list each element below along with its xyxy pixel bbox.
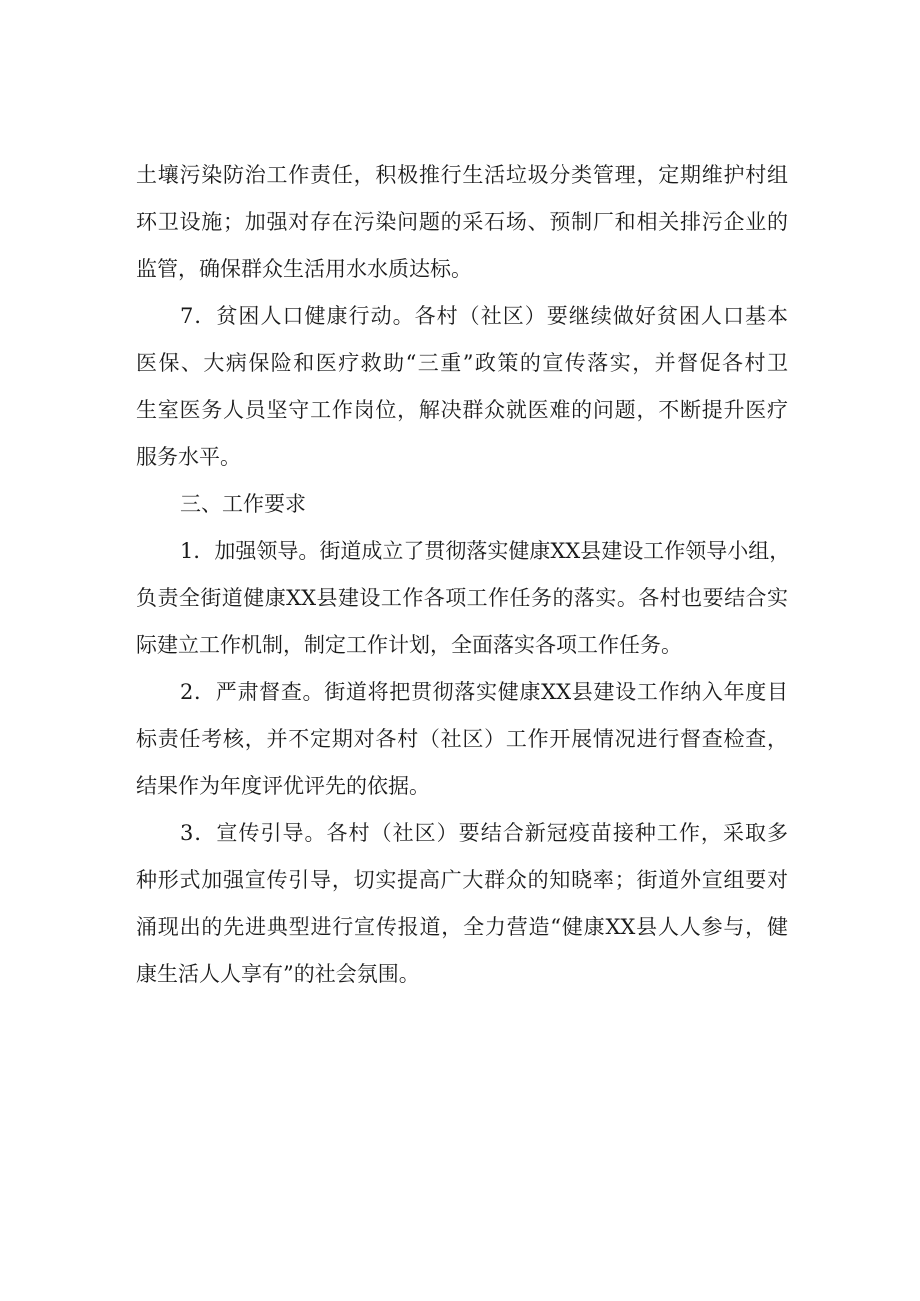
text-line: 生室医务人员坚守工作岗位，解决群众就医难的问题，不断提升医疗	[136, 398, 788, 422]
text-line: 结果作为年度评优评先的依据。	[136, 774, 430, 798]
text-line: 土壤污染防治工作责任，积极推行生活垃圾分类管理，定期维护村组	[136, 163, 788, 187]
paragraph-7-first-line: 7．贫困人口健康行动。各村（社区）要继续做好贫困人口基本	[180, 304, 788, 328]
paragraph-3-first-line: 3．宣传引导。各村（社区）要结合新冠疫苗接种工作，采取多	[180, 821, 788, 845]
text-line: 标责任考核，并不定期对各村（社区）工作开展情况进行督查检查，	[136, 727, 788, 751]
text-line: 际建立工作机制，制定工作计划，全面落实各项工作任务。	[136, 633, 682, 657]
section-heading: 三、工作要求	[180, 492, 306, 516]
text-line: 监管，确保群众生活用水水质达标。	[136, 257, 472, 281]
text-line: 负责全街道健康XX县建设工作各项工作任务的落实。各村也要结合实	[136, 586, 788, 610]
text-line: 康生活人人享有”的社会氛围。	[136, 962, 420, 986]
text-line: 服务水平。	[136, 445, 241, 469]
paragraph-1-first-line: 1．加强领导。街道成立了贯彻落实健康XX县建设工作领导小组，	[180, 539, 791, 563]
text-line: 环卫设施；加强对存在污染问题的采石场、预制厂和相关排污企业的	[136, 210, 788, 234]
paragraph-2-first-line: 2．严肃督查。街道将把贯彻落实健康XX县建设工作纳入年度目	[180, 680, 788, 704]
text-line: 种形式加强宣传引导，切实提高广大群众的知晓率；街道外宣组要对	[136, 868, 788, 892]
text-line: 医保、大病保险和医疗救助“三重”政策的宣传落实，并督促各村卫	[136, 351, 788, 375]
text-line: 涌现出的先进典型进行宣传报道，全力营造“健康XX县人人参与，健	[136, 915, 788, 939]
